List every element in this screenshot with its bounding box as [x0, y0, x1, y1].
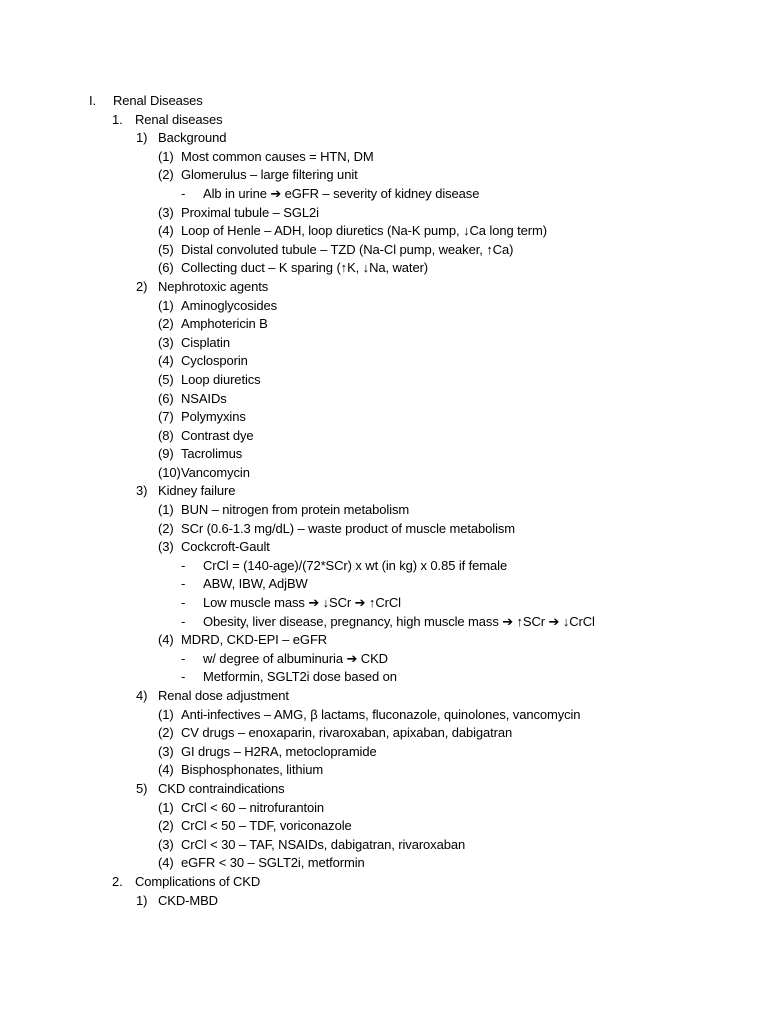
list-marker: - [181, 576, 186, 592]
list-text: Polymyxins [181, 409, 246, 425]
list-text: Alb in urine ➔ eGFR – severity of kidney disease [203, 185, 480, 201]
subsection-heading [0, 873, 768, 892]
list-text: Cockcroft-Gault [181, 539, 270, 555]
list-marker: 1) [136, 130, 148, 146]
list-text: Glomerulus – large filtering unit [181, 167, 358, 183]
list-text: Vancomycin [181, 464, 250, 480]
list-marker: (3) [158, 334, 174, 350]
numbered-item [0, 315, 768, 334]
topic-heading [0, 278, 768, 297]
list-text: Renal diseases [135, 111, 223, 127]
list-marker: (8) [158, 427, 174, 443]
list-marker: - [181, 613, 186, 629]
topic-heading [0, 892, 768, 911]
bullet-item [0, 613, 768, 632]
numbered-item [0, 222, 768, 241]
bullet-item [0, 594, 768, 613]
numbered-item [0, 724, 768, 743]
numbered-item [0, 148, 768, 167]
list-marker: (1) [158, 799, 174, 815]
list-marker: - [181, 669, 186, 685]
list-marker: (1) [158, 148, 174, 164]
list-text: CKD-MBD [158, 892, 218, 908]
numbered-item [0, 204, 768, 223]
topic-heading [0, 780, 768, 799]
list-text: Loop of Henle – ADH, loop diuretics (Na-K pump, ↓Ca long term) [181, 223, 547, 239]
list-marker: (6) [158, 260, 174, 276]
list-text: eGFR < 30 – SGLT2i, metformin [181, 855, 365, 871]
list-marker: I. [89, 93, 97, 108]
list-marker: (3) [158, 204, 174, 220]
numbered-item [0, 501, 768, 520]
list-marker: (5) [158, 371, 174, 387]
list-text: Most common causes = HTN, DM [181, 148, 374, 164]
bullet-item [0, 575, 768, 594]
bullet-item [0, 668, 768, 687]
numbered-item [0, 854, 768, 873]
list-marker: - [181, 595, 186, 611]
list-marker: (4) [158, 223, 174, 239]
list-marker: (3) [158, 539, 174, 555]
list-text: CrCl = (140-age)/(72*SCr) x wt (in kg) x 0.85 if female [203, 557, 508, 573]
list-marker: (2) [158, 725, 174, 741]
list-text: Kidney failure [158, 483, 236, 499]
list-marker: (5) [158, 241, 174, 257]
bullet-item [0, 557, 768, 576]
numbered-item [0, 817, 768, 836]
list-text: Contrast dye [181, 427, 254, 443]
list-text: Amphotericin B [181, 316, 268, 332]
list-text: Distal convoluted tubule – TZD (Na-Cl pump, weaker, ↑Ca) [181, 241, 514, 257]
list-marker: (10) [158, 464, 181, 480]
list-text: w/ degree of albuminuria ➔ CKD [203, 650, 388, 666]
numbered-item [0, 427, 768, 446]
list-text: Proximal tubule – SGL2i [181, 204, 319, 220]
list-marker: (3) [158, 743, 174, 759]
list-marker: (4) [158, 762, 174, 778]
list-text: SCr (0.6-1.3 mg/dL) – waste product of muscle metabolism [181, 520, 515, 536]
list-text: CrCl < 50 – TDF, voriconazole [181, 818, 352, 834]
list-text: CrCl < 60 – nitrofurantoin [181, 799, 325, 815]
numbered-item [0, 166, 768, 185]
list-marker: 5) [136, 780, 148, 796]
list-text: Background [158, 130, 227, 146]
numbered-item [0, 334, 768, 353]
list-marker: (4) [158, 632, 174, 648]
list-marker: (2) [158, 818, 174, 834]
topic-heading [0, 687, 768, 706]
numbered-item [0, 445, 768, 464]
numbered-item [0, 390, 768, 409]
list-text: ABW, IBW, AdjBW [203, 576, 308, 592]
list-marker: (1) [158, 502, 174, 518]
numbered-item [0, 799, 768, 818]
numbered-item [0, 297, 768, 316]
list-marker: (4) [158, 353, 174, 369]
numbered-item [0, 259, 768, 278]
list-marker: (1) [158, 297, 174, 313]
list-text: Anti-infectives – AMG, β lactams, fluconazole, quinolones, vancomycin [181, 706, 581, 722]
list-marker: - [181, 185, 186, 201]
list-text: Metformin, SGLT2i dose based on [203, 669, 397, 685]
numbered-item [0, 464, 768, 483]
list-text: Low muscle mass ➔ ↓SCr ➔ ↑CrCl [203, 595, 401, 611]
list-marker: (9) [158, 446, 174, 462]
list-marker: 3) [136, 483, 148, 499]
list-marker: (2) [158, 316, 174, 332]
topic-heading [0, 129, 768, 148]
list-text: Tacrolimus [181, 446, 243, 462]
list-text: Renal Diseases [113, 93, 203, 108]
outline-list [0, 92, 768, 910]
list-marker: (2) [158, 167, 174, 183]
list-marker: (7) [158, 409, 174, 425]
list-text: Collecting duct – K sparing (↑K, ↓Na, water) [181, 260, 429, 276]
list-marker: 1) [136, 892, 148, 908]
numbered-item [0, 836, 768, 855]
numbered-item [0, 743, 768, 762]
numbered-item [0, 371, 768, 390]
numbered-item [0, 538, 768, 557]
list-marker: 1. [112, 111, 123, 127]
numbered-item [0, 520, 768, 539]
list-text: Cisplatin [181, 334, 230, 350]
numbered-item [0, 241, 768, 260]
numbered-item [0, 352, 768, 371]
list-marker: (1) [158, 706, 174, 722]
list-text: Cyclosporin [181, 353, 248, 369]
list-text: Bisphosphonates, lithium [181, 762, 324, 778]
list-text: Loop diuretics [181, 371, 261, 387]
list-text: Nephrotoxic agents [158, 278, 269, 294]
list-marker: (2) [158, 520, 174, 536]
bullet-item [0, 185, 768, 204]
list-text: BUN – nitrogen from protein metabolism [181, 502, 410, 518]
list-text: MDRD, CKD-EPI – eGFR [181, 632, 328, 648]
subsection-heading [0, 111, 768, 130]
numbered-item [0, 761, 768, 780]
list-text: Complications of CKD [135, 873, 261, 889]
section-heading [0, 92, 768, 111]
list-marker: (4) [158, 855, 174, 871]
list-marker: (6) [158, 390, 174, 406]
list-text: CKD contraindications [158, 780, 285, 796]
list-text: GI drugs – H2RA, metoclopramide [181, 743, 377, 759]
bullet-item [0, 650, 768, 669]
numbered-item [0, 631, 768, 650]
list-text: Obesity, liver disease, pregnancy, high muscle mass ➔ ↑SCr ➔ ↓CrCl [203, 613, 595, 629]
list-marker: 4) [136, 688, 148, 703]
list-marker: 2. [112, 873, 123, 889]
list-text: NSAIDs [181, 390, 227, 406]
list-marker: 2) [136, 278, 148, 294]
list-marker: - [181, 650, 186, 666]
numbered-item [0, 408, 768, 427]
topic-heading [0, 482, 768, 501]
list-marker: (3) [158, 836, 174, 852]
list-marker: - [181, 557, 186, 573]
list-text: Aminoglycosides [181, 297, 278, 313]
numbered-item [0, 706, 768, 725]
list-text: CrCl < 30 – TAF, NSAIDs, dabigatran, rivaroxaban [181, 836, 466, 852]
list-text: CV drugs – enoxaparin, rivaroxaban, apixaban, dabigatran [181, 725, 513, 741]
list-text: Renal dose adjustment [158, 688, 289, 703]
